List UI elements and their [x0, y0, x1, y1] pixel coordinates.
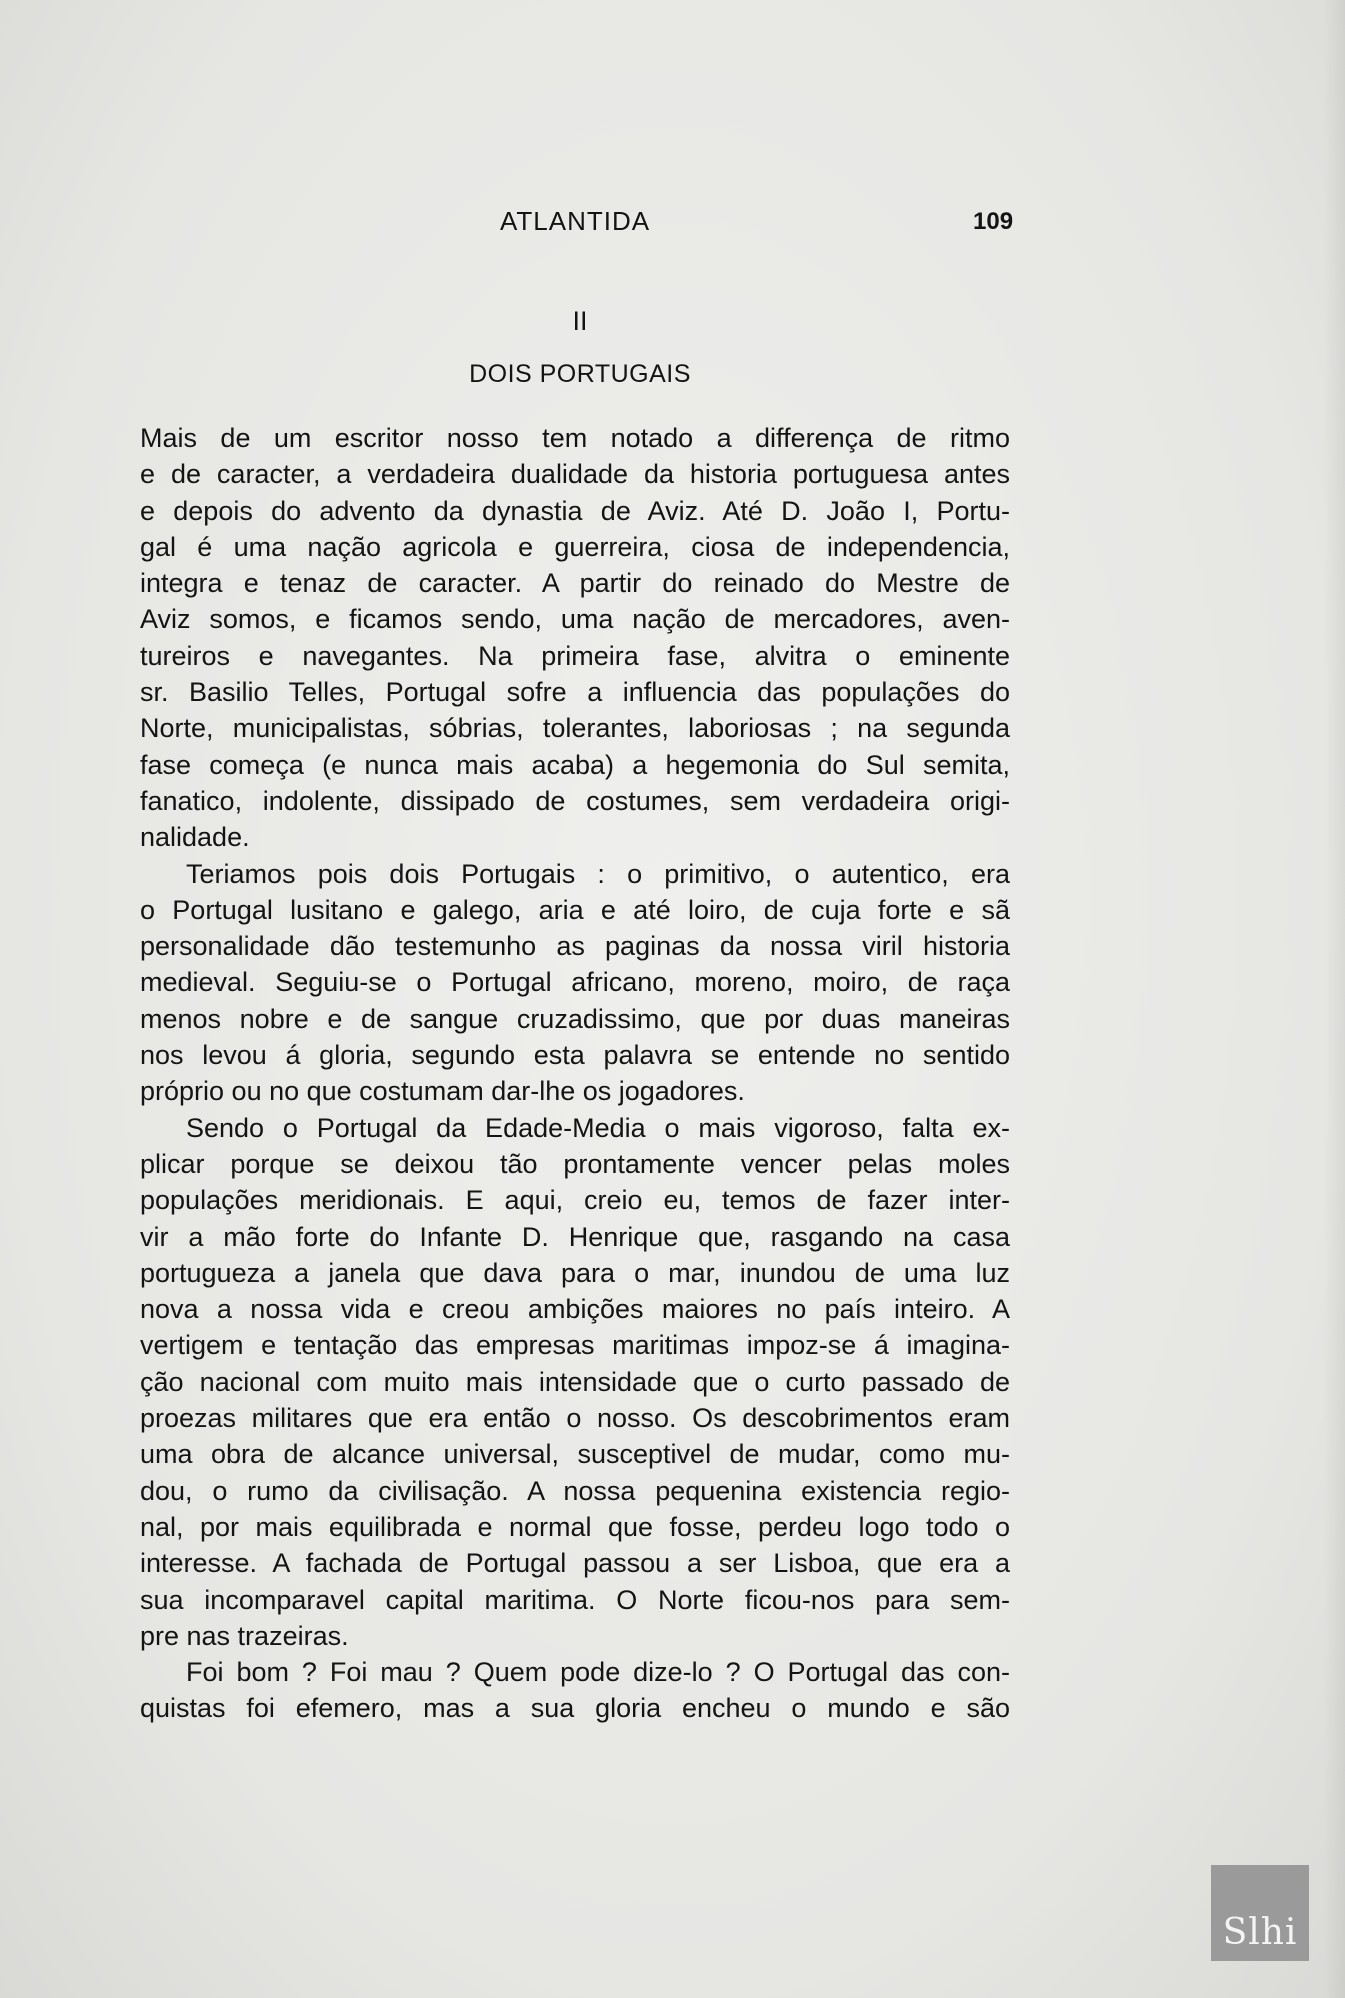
text-line: e de caracter, a verdadeira dualidade da historia portuguesa antes — [140, 459, 1010, 490]
text-line: nalidade. — [140, 822, 250, 853]
text-line: populações meridionais. E aqui, creio eu, temos de fazer inter- — [140, 1185, 1010, 1216]
text-line: próprio ou no que costumam dar-lhe os jogadores. — [140, 1076, 745, 1107]
text-line: o Portugal lusitano e galego, aria e até loiro, de cuja forte e sã — [140, 894, 1010, 925]
page-number: 109 — [973, 208, 1014, 235]
running-head — [0, 206, 1345, 238]
text-line: vir a mão forte do Infante D. Henrique que, rasgando na casa — [140, 1221, 1010, 1252]
text-line: gal é uma nação agricola e guerreira, ciosa de independencia, — [140, 531, 1010, 562]
section-number: II — [572, 306, 588, 336]
text-line: fanatico, indolente, dissipado de costumes, sem verdadeira origi- — [140, 785, 1010, 816]
text-line: Aviz somos, e ficamos sendo, uma nação de mercadores, aven- — [140, 604, 1010, 635]
text-line: dou, o rumo da civilisação. A nossa pequenina existencia regio- — [140, 1475, 1010, 1506]
text-line: vertigem e tentação das empresas maritimas impoz-se á imagina- — [140, 1330, 1010, 1361]
text-line: pre nas trazeiras. — [140, 1620, 349, 1651]
text-line: proezas militares que era então o nosso. Os descobrimentos eram — [140, 1403, 1010, 1434]
text-line: e depois do advento da dynastia de Aviz. Até D. João I, Portu- — [140, 495, 1010, 526]
text-line: fase começa (e nunca mais acaba) a hegemonia do Sul semita, — [140, 749, 1010, 780]
text-line: uma obra de alcance universal, susceptivel de mudar, como mu- — [140, 1439, 1010, 1470]
text-line: nos levou á gloria, segundo esta palavra se entende no sentido — [140, 1040, 1010, 1071]
text-line: Teriamos pois dois Portugais : o primitivo, o autentico, era — [186, 858, 1010, 889]
text-line: Mais de um escritor nosso tem notado a differença de ritmo — [140, 423, 1010, 453]
text-line: personalidade dão testemunho as paginas da nossa viril historia — [140, 931, 1010, 962]
text-line: plicar porque se deixou tão prontamente vencer pelas moles — [140, 1148, 1010, 1179]
text-line: portugueza a janela que dava para o mar, inundou de uma luz — [140, 1257, 1010, 1288]
text-line: Sendo o Portugal da Edade-Media o mais vigoroso, falta ex- — [186, 1112, 1010, 1143]
text-line: nal, por mais equilibrada e normal que fosse, perdeu logo todo o — [140, 1511, 1010, 1542]
body-text — [140, 420, 1010, 1727]
text-line: integra e tenaz de caracter. A partir do reinado do Mestre de — [140, 568, 1010, 599]
chapter-title: DOIS PORTUGAIS — [469, 360, 691, 388]
text-line: tureiros e navegantes. Na primeira fase, alvitra o eminente — [140, 640, 1010, 671]
text-line: sua incomparavel capital maritima. O Norte ficou-nos para sem- — [140, 1584, 1010, 1615]
library-logo — [1211, 1865, 1309, 1961]
text-line: interesse. A fachada de Portugal passou a ser Lisboa, que era a — [140, 1548, 1010, 1579]
text-line: quistas foi efemero, mas a sua gloria encheu o mundo e são — [140, 1693, 1010, 1724]
text-line: nova a nossa vida e creou ambições maiores no país inteiro. A — [140, 1294, 1010, 1325]
text-line: Norte, municipalistas, sóbrias, tolerantes, laboriosas ; na segunda — [140, 713, 1010, 744]
page-edge-shadow — [1323, 0, 1345, 1998]
text-line: menos nobre e de sangue cruzadissimo, que por duas maneiras — [140, 1003, 1010, 1034]
running-title: ATLANTIDA — [500, 206, 651, 236]
text-line: ção nacional com muito mais intensidade que o curto passado de — [140, 1366, 1010, 1397]
text-line: sr. Basilio Telles, Portugal sofre a influencia das populações do — [140, 677, 1010, 708]
logo-text: Slhi — [1222, 1912, 1298, 1953]
text-line: medieval. Seguiu-se o Portugal africano, moreno, moiro, de raça — [140, 967, 1010, 998]
text-line: Foi bom ? Foi mau ? Quem pode dize-lo ? O Portugal das con- — [186, 1657, 1010, 1688]
